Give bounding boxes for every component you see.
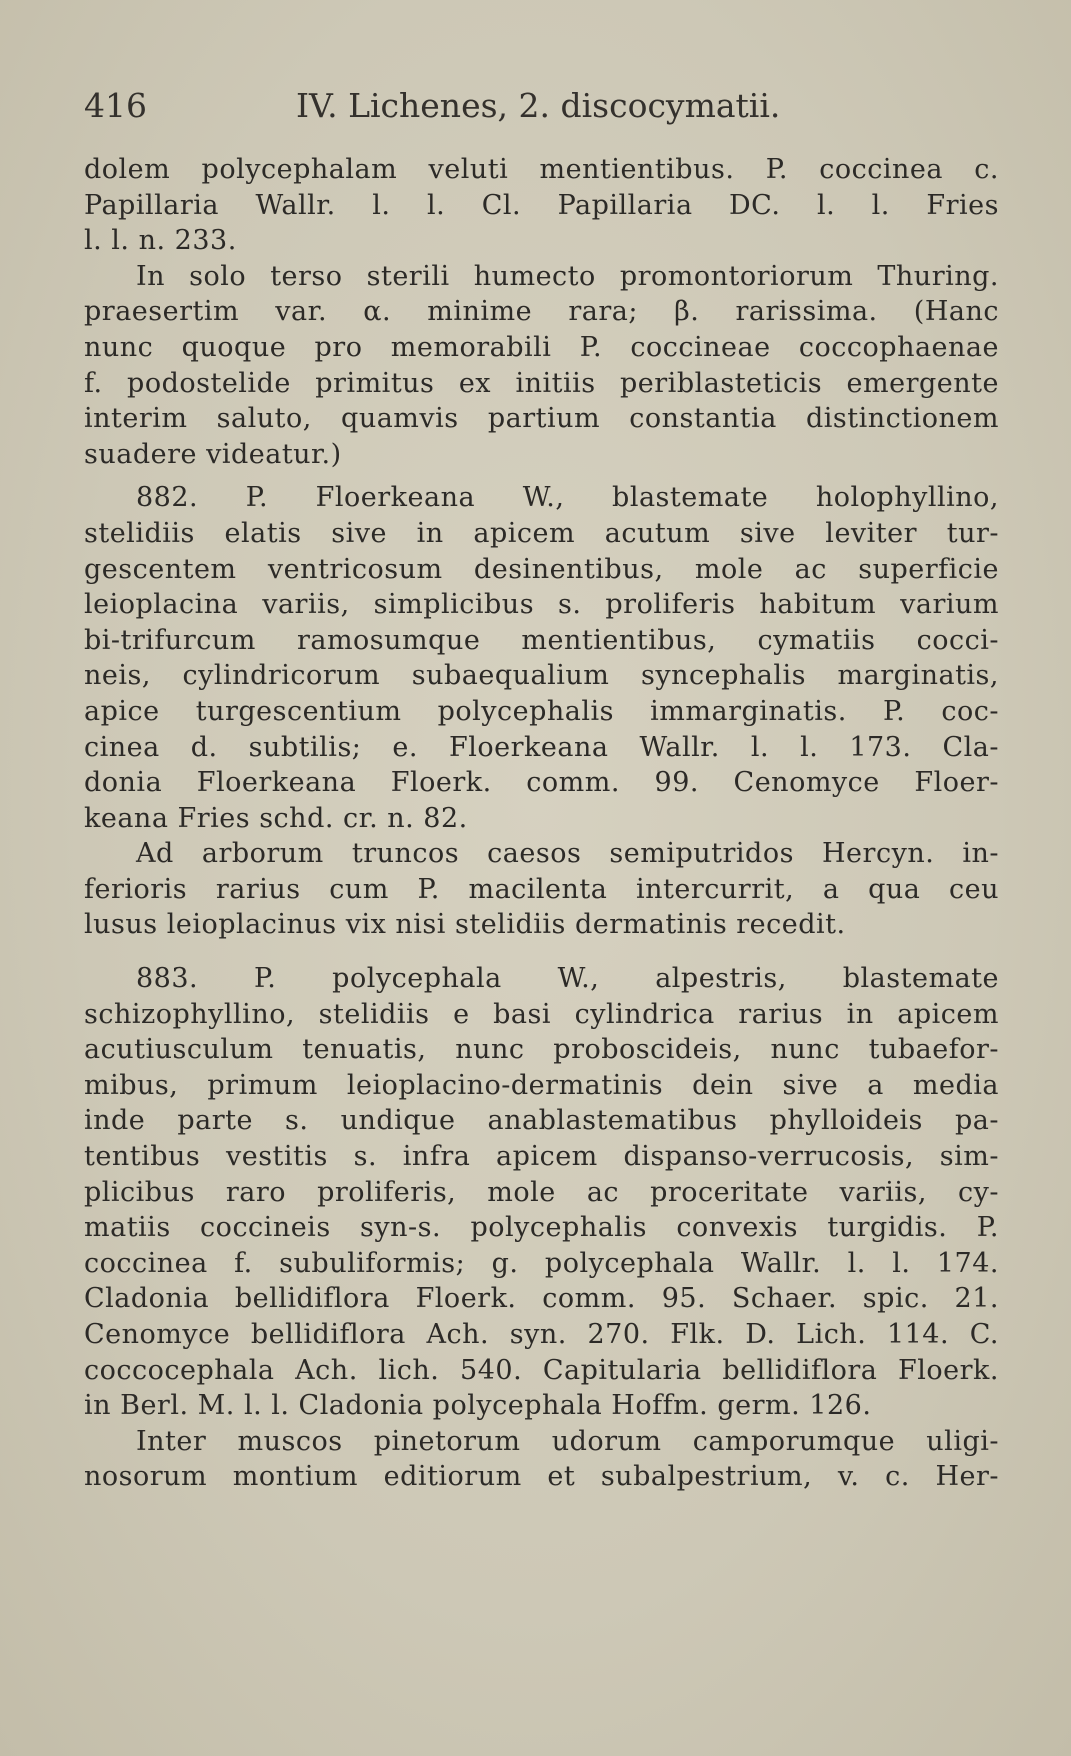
text-line: keana Fries schd. cr. n. 82. — [84, 802, 468, 834]
text-line: l. l. n. 233. — [84, 225, 237, 257]
text-line: Inter muscos pinetorum udorum camporumque uligi- — [136, 1425, 999, 1457]
page-body — [84, 152, 999, 1495]
text-line: 883. P. polycephala W., alpestris, blastemate — [136, 963, 999, 995]
text-line: f. podostelide primitus ex initiis periblasteticis emergente — [84, 367, 999, 399]
text-line: stelidiis elatis sive in apicem acutum sive leviter tur- — [84, 517, 999, 549]
text-line: schizophyllino, stelidiis e basi cylindrica rarius in apicem — [84, 998, 999, 1030]
text-line: gescentem ventricosum desinentibus, mole ac superficie — [84, 553, 999, 585]
text-line: In solo terso sterili humecto promontoriorum Thuring. — [136, 260, 999, 292]
paragraph — [84, 836, 999, 943]
text-line: praesertim var. α. minime rara; β. rarissima. (Hanc — [84, 296, 999, 328]
paragraph — [84, 259, 999, 473]
text-line: coccocephala Ach. lich. 540. Capitularia bellidiflora Floerk. — [84, 1354, 999, 1386]
text-line: apice turgescentium polycephalis immarginatis. P. coc- — [84, 695, 999, 727]
text-line: donia Floerkeana Floerk. comm. 99. Cenomyce Floer- — [84, 767, 999, 799]
text-line: inde parte s. undique anablastematibus phylloideis pa- — [84, 1105, 999, 1137]
text-line: Papillaria Wallr. l. l. Cl. Papillaria DC. l. l. Fries — [84, 189, 999, 221]
text-line: Cladonia bellidiflora Floerk. comm. 95. Schaer. spic. 21. — [84, 1283, 999, 1315]
text-line: matiis coccineis syn-s. polycephalis convexis turgidis. P. — [84, 1212, 999, 1244]
text-line: in Berl. M. l. l. Cladonia polycephala Hoffm. germ. 126. — [84, 1390, 872, 1422]
text-line: 882. P. Floerkeana W., blastemate holophyllino, — [136, 482, 999, 514]
text-line: bi-trifurcum ramosumque mentientibus, cymatiis cocci- — [84, 624, 999, 656]
text-line: leioplacina variis, simplicibus s. proliferis habitum varium — [84, 589, 999, 621]
text-line: dolem polycephalam veluti mentientibus. P. coccinea c. — [84, 154, 999, 185]
text-line: neis, cylindricorum subaequalium syncephalis marginatis, — [84, 660, 999, 692]
text-line: suadere videatur.) — [84, 438, 342, 470]
paragraph — [84, 152, 999, 259]
species-entry — [84, 961, 999, 1424]
text-line: Cenomyce bellidiflora Ach. syn. 270. Flk. D. Lich. 114. C. — [84, 1319, 999, 1350]
species-entry — [84, 480, 999, 836]
running-title: IV. Lichenes, 2. discocymatii. — [296, 86, 781, 125]
text-line: tentibus vestitis s. infra apicem dispanso-verrucosis, sim- — [84, 1141, 999, 1173]
text-line: lusus leioplacinus vix nisi stelidiis dermatinis recedit. — [84, 909, 846, 941]
text-line: cinea d. subtilis; e. Floerkeana Wallr. l. l. 173. Cla- — [84, 731, 999, 763]
text-line: mibus, primum leioplacino-dermatinis dein sive a media — [84, 1069, 999, 1101]
text-line: ferioris rarius cum P. macilenta intercurrit, a qua ceu — [84, 873, 999, 905]
text-line: nunc quoque pro memorabili P. coccineae coccophaenae — [84, 331, 999, 363]
text-line: interim saluto, quamvis partium constantia distinctionem — [84, 403, 999, 435]
text-line: coccinea f. subuliformis; g. polycephala Wallr. l. l. 174. — [84, 1247, 999, 1279]
text-line: nosorum montium editiorum et subalpestrium, v. c. Her- — [84, 1461, 999, 1493]
text-line: plicibus raro proliferis, mole ac proceritate variis, cy- — [84, 1176, 999, 1208]
text-line: Ad arborum truncos caesos semiputridos Hercyn. in- — [136, 838, 999, 870]
text-line: acutiusculum tenuatis, nunc proboscideis, nunc tubaefor- — [84, 1034, 999, 1066]
paragraph — [84, 1424, 999, 1495]
page-number: 416 — [84, 86, 147, 125]
